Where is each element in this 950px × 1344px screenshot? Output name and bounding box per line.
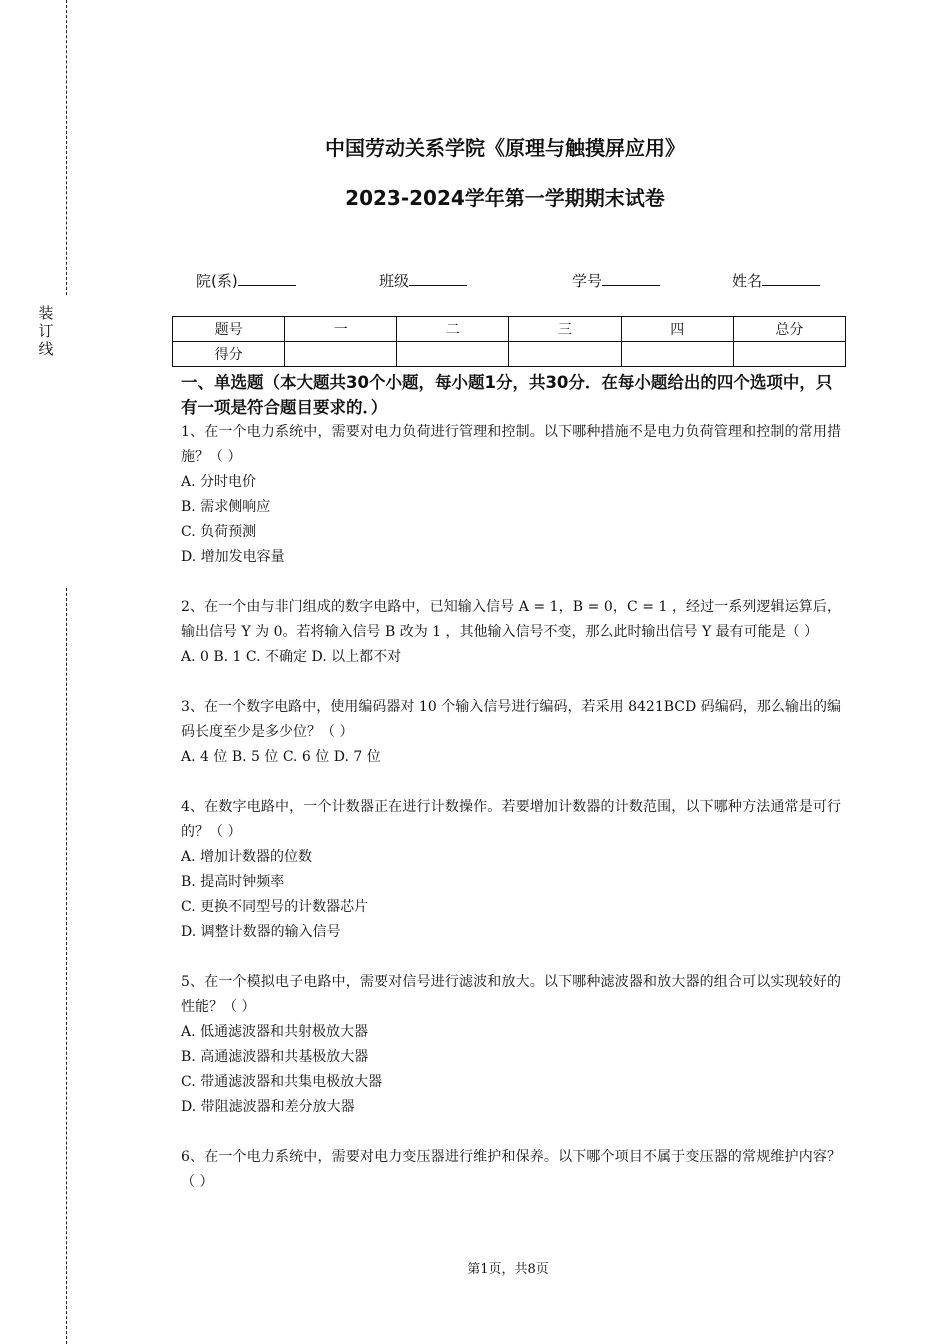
info-department-label: 院(系) xyxy=(196,272,238,290)
class-blank xyxy=(409,271,467,286)
question-option: B. 高通滤波器和共基极放大器 xyxy=(181,1049,369,1065)
score-cell-empty xyxy=(285,342,397,367)
info-student-id-label: 学号 xyxy=(572,272,603,290)
info-name-label: 姓名 xyxy=(732,272,763,290)
question xyxy=(181,595,841,670)
exam-title-line1: 中国劳动关系学院《原理与触摸屏应用》 xyxy=(325,136,685,160)
binding-label xyxy=(38,304,54,358)
question xyxy=(181,795,841,945)
score-cell-empty xyxy=(509,342,621,367)
question-option: A. 4 位 B. 5 位 C. 6 位 D. 7 位 xyxy=(181,749,381,765)
question-option: A. 增加计数器的位数 xyxy=(181,849,313,865)
info-class xyxy=(379,270,467,291)
info-department xyxy=(196,270,296,291)
score-table-cell: 题号 xyxy=(173,317,285,342)
name-blank xyxy=(762,271,820,286)
question-stem: 4、在数字电路中，一个计数器正在进行计数操作。若要增加计数器的计数范围，以下哪种方法通常是可行的？（ ） xyxy=(181,799,841,840)
info-student-id xyxy=(572,270,660,291)
question-stem: 2、在一个由与非门组成的数字电路中，已知输入信号 A = 1，B = 0，C = 1 ，经过一系列逻辑运算后，输出信号 Y 为 0。若将输入信号 B 改为 1 ，其他输入信号不变，那么此时输出信号 Y 最有可能是（ ） xyxy=(181,599,841,640)
binding-char: 线 xyxy=(38,340,54,358)
exam-title-line2: 2023-2024学年第一学期期末试卷 xyxy=(345,186,665,210)
question-stem: 5、在一个模拟电子电路中，需要对信号进行滤波和放大。以下哪种滤波器和放大器的组合可以实现较好的性能？（ ） xyxy=(181,974,841,1015)
question-stem: 1、在一个电力系统中，需要对电力负荷进行管理和控制。以下哪种措施不是电力负荷管理和控制的常用措施？（ ） xyxy=(181,424,841,465)
section-heading: 一、单选题（本大题共30个小题，每小题1分，共30分．在每小题给出的四个选项中，只有一项是符合题目要求的．） xyxy=(181,373,833,417)
score-table-cell: 四 xyxy=(621,317,733,342)
question-option: D. 带阻滤波器和差分放大器 xyxy=(181,1099,355,1115)
binding-char: 装 xyxy=(38,304,54,322)
page-indicator: 第1页，共8页 xyxy=(467,1262,549,1277)
score-table xyxy=(172,316,846,367)
exam-content xyxy=(181,370,841,1220)
question-option: B. 需求侧响应 xyxy=(181,499,271,515)
info-class-label: 班级 xyxy=(379,272,410,290)
score-table-score-row xyxy=(173,342,846,367)
score-row-label: 得分 xyxy=(173,342,285,367)
question-option: D. 调整计数器的输入信号 xyxy=(181,924,341,940)
question-option: C. 负荷预测 xyxy=(181,524,257,540)
score-cell-empty xyxy=(621,342,733,367)
score-cell-empty xyxy=(733,342,845,367)
score-cell-empty xyxy=(397,342,509,367)
score-table-cell: 一 xyxy=(285,317,397,342)
question-stem: 3、在一个数字电路中，使用编码器对 10 个输入信号进行编码，若采用 8421BCD 码编码，那么输出的编码长度至少是多少位？（ ） xyxy=(181,699,841,740)
score-table-cell: 三 xyxy=(509,317,621,342)
question-option: A. 低通滤波器和共射极放大器 xyxy=(181,1024,369,1040)
score-table-cell: 二 xyxy=(397,317,509,342)
question xyxy=(181,695,841,770)
question-option: C. 带通滤波器和共集电极放大器 xyxy=(181,1074,383,1090)
question-option: D. 增加发电容量 xyxy=(181,549,285,565)
question xyxy=(181,1145,841,1195)
question-option: B. 提高时钟频率 xyxy=(181,874,285,890)
question xyxy=(181,970,841,1120)
score-table-cell: 总分 xyxy=(733,317,845,342)
question-option: A. 分时电价 xyxy=(181,474,257,490)
student-id-blank xyxy=(602,271,660,286)
department-blank xyxy=(238,271,296,286)
score-table-header-row xyxy=(173,317,846,342)
question-stem: 6、在一个电力系统中，需要对电力变压器进行维护和保养。以下哪个项目不属于变压器的常规维护内容？（ ） xyxy=(181,1149,841,1190)
binding-char: 订 xyxy=(38,322,54,340)
binding-dashed-line-bottom xyxy=(66,588,67,1344)
question-option: C. 更换不同型号的计数器芯片 xyxy=(181,899,369,915)
question-option: A. 0 B. 1 C. 不确定 D. 以上都不对 xyxy=(181,649,402,665)
question xyxy=(181,420,841,570)
info-name xyxy=(732,270,820,291)
